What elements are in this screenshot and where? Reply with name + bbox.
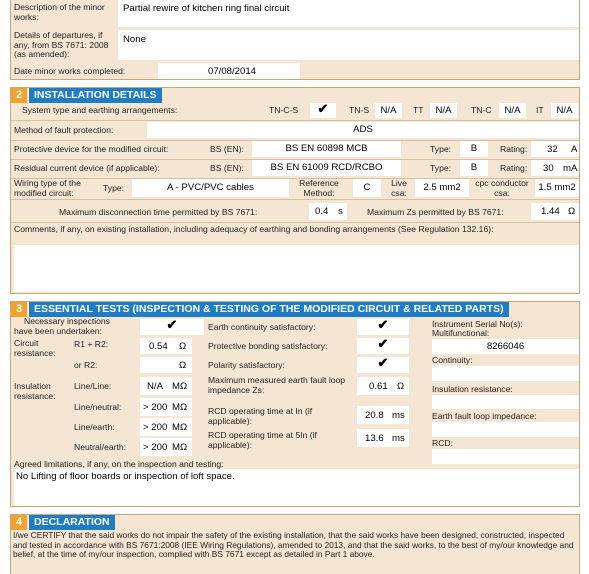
comments-field[interactable] [14,245,579,292]
rcd-time-unit: ms [392,410,405,421]
bonding-tick-icon: ✔ [377,336,389,351]
neutral-earth-label: Neutral/earth: [74,442,127,452]
max-zs-label: Maximum Zs permitted by BS 7671: [367,207,504,217]
essential-tests-title: ESSENTIAL TESTS (INSPECTION & TESTING OF THE MODIFIED CIRCUIT & RELATED PARTS) [29,302,509,317]
installation-details-title: INSTALLATION DETAILS [29,88,162,103]
inspections-label: Necessary inspections have been undertaken: [14,316,110,336]
it-field[interactable]: N/A [551,103,578,118]
rcd-bs-label: BS (EN): [210,163,244,173]
earth-continuity-checkbox[interactable] [357,319,409,335]
rcd-time5-unit: ms [392,433,405,444]
divider [11,199,579,200]
r2-field[interactable] [140,357,192,373]
tn-c-s-label: TN-C-S [269,105,299,115]
line-earth-label: Line/earth: [74,422,115,432]
protective-device-bs-label: BS (EN): [210,144,244,154]
rcd-time-field[interactable] [357,406,409,424]
departures-field[interactable] [118,30,579,60]
insulation-resistance-field[interactable] [432,395,579,409]
date-completed-label: Date minor works completed: [14,66,126,76]
tn-c-label: TN-C [471,105,492,115]
earth-continuity-label: Earth continuity satisfactory: [208,322,316,332]
date-completed-field[interactable] [158,63,300,79]
tn-c-s-checkbox[interactable] [310,103,336,118]
live-csa-field[interactable]: 2.5 mm2 [415,179,469,197]
line-neutral-label: Line/neutral: [74,402,122,412]
multifunctional-field[interactable]: 8266046 [432,339,579,354]
description-field[interactable] [118,0,579,27]
line-neutral-unit: MΩ [172,402,188,413]
continuity-field[interactable] [432,366,579,381]
rcd-type-label: Type: [430,163,452,173]
section-number-3: 3 [11,302,27,317]
essential-tests-section [10,301,580,507]
wiring-type-field[interactable]: A - PVC/PVC cables [132,179,289,197]
earth-fault-loop-field[interactable] [432,422,579,437]
description-label: Description of the minor works: [14,2,105,22]
it-label: IT [536,105,544,115]
max-earth-fault-field[interactable] [357,377,409,395]
r2-unit: Ω [179,360,187,371]
live-csa-label: Live csa: [391,178,407,198]
line-earth-field[interactable] [140,418,192,436]
tn-s-label: TN-S [349,105,370,115]
declaration-title: DECLARATION [29,515,115,530]
insulation-resistance-label: Insulation resistance: [432,384,513,394]
protective-device-type-field[interactable]: B [460,141,488,157]
divider [11,120,579,121]
line-neutral-value: > 200 [143,402,168,413]
rcd-label: Residual current device (if applicable): [14,163,160,173]
limitations-label: Agreed limitations, if any, on the inspection and testing: [14,459,224,469]
line-line-label: Line/Line: [74,381,112,391]
limitations-field[interactable] [14,469,579,506]
max-earth-fault-unit: Ω [397,381,405,392]
departures-label: Details of departures, if any, from BS 7671: 2008 (as amended): [14,30,109,59]
circuit-resistance-label: Circuit resistance: [14,338,56,358]
rcd-type-field[interactable]: B [460,160,488,176]
installation-details-section [10,87,580,294]
r1r2-unit: Ω [179,341,187,352]
departures-value: None [123,34,146,45]
comments-label: Comments, if any, on existing installation, including adequacy of earthing and bonding arrangements (See Regulation 132.16): [14,224,494,234]
insulation-label: Insulation resistance: [14,381,56,401]
line-neutral-field[interactable] [140,398,192,416]
tt-field[interactable]: N/A [430,103,457,118]
max-disconnection-label: Maximum disconnection time permitted by BS 7671: [59,207,258,217]
line-line-unit: MΩ [172,381,188,392]
tn-s-field[interactable]: N/A [375,103,402,118]
rcd-rating-unit: mA [563,163,578,174]
line-line-field[interactable] [140,377,192,395]
multifunctional-label: Multifunctional: [432,328,490,338]
neutral-earth-unit: MΩ [172,442,188,453]
max-zs-field[interactable] [531,203,579,220]
description-value: Partial rewire of kitchen ring final circuit [123,3,290,14]
wiring-type-label: Type: [103,183,125,193]
rcd-instrument-label: RCD: [432,438,454,448]
polarity-checkbox[interactable] [357,357,409,373]
declaration-section [10,514,580,574]
neutral-earth-value: > 200 [143,442,168,453]
protective-device-label: Protective device for the modified circuit: [14,144,169,154]
fault-protection-label: Method of fault protection: [14,125,114,135]
wiring-label: Wiring type of the modified circuit: [14,178,81,198]
r1r2-field[interactable] [140,338,192,354]
max-disconnection-field[interactable] [309,203,347,220]
minor-works-section [10,0,580,80]
earth-fault-loop-label: Earth fault loop impedance: [432,411,537,421]
limitations-value: No Lifting of floor boards or inspection of loft space. [16,471,235,482]
reference-method-label: Reference Method: [299,178,339,198]
rcd-time5-label: RCD operating time at 5In (if applicable): [208,430,317,450]
continuity-label: Continuity: [432,355,473,365]
r1r2-value: 0.54 [149,341,168,352]
section-number-4: 4 [11,515,27,530]
reference-method-field[interactable]: C [353,179,381,197]
rcd-rating-field[interactable] [531,160,579,176]
cpc-field[interactable]: 1.5 mm2 [535,179,579,197]
tn-c-s-tick-icon: ✔ [317,101,329,116]
rcd-rating-value: 30 [543,163,554,174]
earth-continuity-tick-icon: ✔ [377,317,389,332]
tn-c-field[interactable]: N/A [499,103,526,118]
max-disconnection-unit: s [338,206,343,217]
rcd-time-label: RCD operating time at In (if applicable): [208,406,313,426]
rcd-time5-value: 13.6 [365,433,384,444]
line-line-value: N/A [147,381,163,392]
inspections-tick-icon: ✔ [166,317,178,332]
r1r2-label: R1 + R2: [74,339,109,349]
neutral-earth-field[interactable] [140,438,192,456]
date-completed-value: 07/08/2014 [208,66,257,77]
bonding-label: Protective bonding satisfactory: [208,341,328,351]
line-earth-unit: MΩ [172,422,188,433]
rcd-time5-field[interactable] [357,429,409,447]
protective-device-rating-value: 32 [547,144,558,155]
max-earth-fault-value: 0.61 [369,381,388,392]
declaration-text: I/we CERTIFY that the said works do not impair the safety of the existing installation, that the said works have been designed, constructed, inspected and tested in accordance with BS 7671:2008 (IEE Wiring Regulations), amended to 2013, and that the said works, to the best of my/our knowledge and belief, at the time of my/our inspection, complied with BS 7671 except as detailed in Part 1 above. [13,530,574,560]
section-number-2: 2 [11,88,27,103]
fault-protection-field[interactable]: ADS [147,122,579,138]
protective-device-bs-field[interactable]: BS EN 60898 MCB [252,141,401,157]
protective-device-rating-field[interactable] [531,141,579,157]
line-earth-value: > 200 [143,422,168,433]
polarity-tick-icon: ✔ [377,355,389,370]
max-zs-unit: Ω [568,206,576,217]
max-earth-fault-label: Maximum measured earth fault loop impedance Zs: [208,375,346,395]
r2-label: or R2: [74,360,98,370]
cpc-label: cpc conductor csa: [475,178,529,198]
protective-device-rating-unit: A [571,144,578,155]
rcd-bs-field[interactable]: BS EN 61009 RCD/RCBO [252,160,401,176]
tt-label: TT [413,105,424,115]
max-zs-value: 1.44 [541,206,560,217]
system-type-label: System type and earthing arrangements: [22,105,178,115]
polarity-label: Polarity satisfactory: [208,360,285,370]
rcd-rating-label: Rating: [500,163,528,173]
max-disconnection-value: 0.4 [315,206,329,217]
protective-device-rating-label: Rating: [500,144,528,154]
bonding-checkbox[interactable] [357,338,409,354]
inspections-checkbox[interactable] [140,319,204,335]
rcd-time-value: 20.8 [365,410,384,421]
instrument-serial-label: Instrument Serial No(s): [432,319,523,329]
protective-device-type-label: Type: [430,144,452,154]
divider [11,222,579,223]
rcd-instrument-field[interactable] [432,449,579,464]
